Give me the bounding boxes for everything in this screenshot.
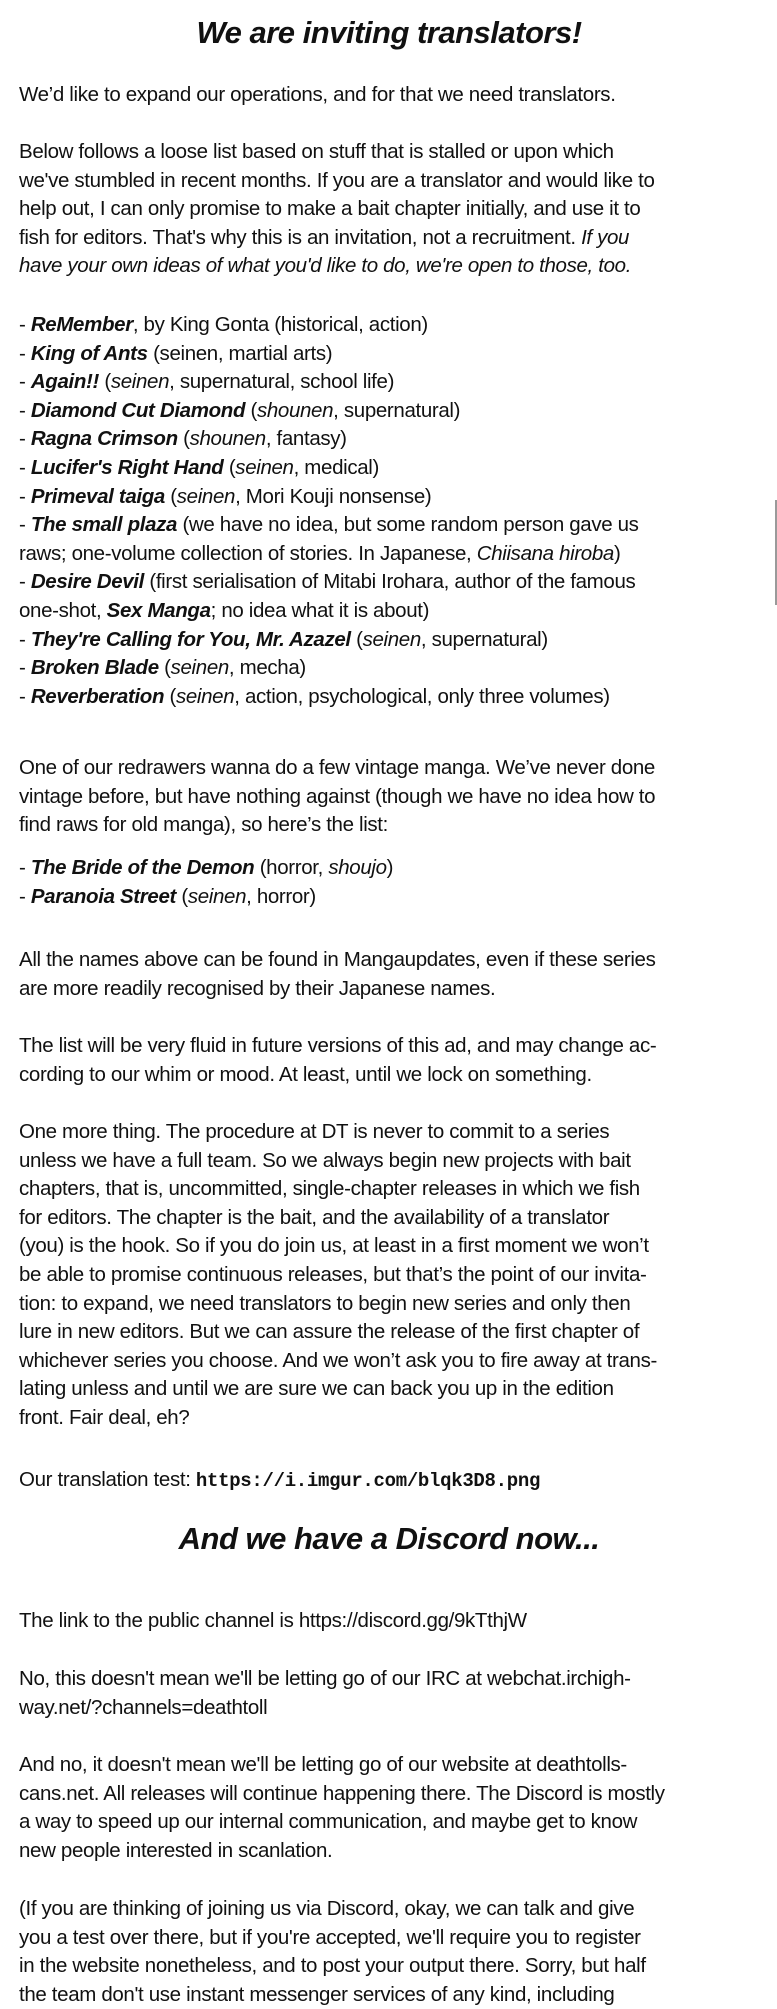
text-segment: fish for editors. That's why this is an invitation, not a recruitment. bbox=[19, 225, 582, 249]
text-line: (you) is the hook. So if you do join us, at least in a first moment we won’t bbox=[19, 1234, 649, 1258]
discord-heading: And we have a Discord now... bbox=[178, 1521, 600, 1556]
text-line: The list will be very fluid in future versions of this ad, and may change ac- bbox=[19, 1034, 657, 1057]
text-line: lating unless and until we are sure we can back you up in the edition bbox=[19, 1377, 614, 1401]
text-line: All the names above can be found in Mangaupdates, even if these series bbox=[19, 948, 656, 971]
list-item: - Broken Blade (seinen, mecha) bbox=[19, 656, 306, 680]
text-line: lure in new editors. But we can assure the release of the first chapter of bbox=[19, 1320, 640, 1344]
list-item: - King of Ants (seinen, martial arts) bbox=[19, 341, 333, 365]
translation-test-label: Our translation test: bbox=[19, 1468, 196, 1491]
discord-link-paragraph bbox=[19, 1607, 771, 1636]
text-line: (If you are thinking of joining us via Discord, okay, we can talk and give bbox=[19, 1897, 635, 1920]
text-line: Below follows a loose list based on stuff that is stalled or upon which bbox=[19, 140, 614, 163]
series-title: Broken Blade bbox=[30, 656, 159, 680]
list-item: - ReMember, by King Gonta (historical, action) bbox=[19, 313, 428, 336]
text-line: cans.net. All releases will continue happening there. The Discord is mostly bbox=[19, 1781, 665, 1805]
list-item-continuation: one-shot, Sex Manga; no idea what it is about) bbox=[19, 598, 430, 622]
mangaupdates-paragraph bbox=[19, 946, 771, 1003]
series-title: Lucifer's Right Hand bbox=[30, 455, 224, 479]
list-item: - Desire Devil (first serialisation of Mitabi Irohara, author of the famous bbox=[19, 570, 636, 594]
text-line: new people interested in scanlation. bbox=[19, 1838, 333, 1862]
text-line: chapters, that is, uncommitted, single-chapter releases in which we fish bbox=[19, 1177, 640, 1201]
text-line: And no, it doesn't mean we'll be letting go of our website at deathtolls- bbox=[19, 1753, 627, 1776]
text-line: cording to our whim or mood. At least, until we lock on something. bbox=[19, 1062, 592, 1086]
website-paragraph bbox=[19, 1751, 771, 1865]
text-line: tion: to expand, we need translators to begin new series and only then bbox=[19, 1291, 631, 1315]
text-line: for editors. The chapter is the bait, and the availability of a translator bbox=[19, 1205, 610, 1229]
procedure-paragraph bbox=[19, 1118, 771, 1433]
translation-test-line bbox=[19, 1466, 771, 1496]
series-title: Primeval taiga bbox=[30, 484, 165, 508]
list-item: - The small plaza (we have no idea, but some random person gave us bbox=[19, 513, 639, 537]
vintage-paragraph bbox=[19, 754, 771, 840]
series-title: Reverberation bbox=[30, 684, 165, 708]
text-line: One of our redrawers wanna do a few vintage manga. We’ve never done bbox=[19, 756, 655, 779]
series-title: They're Calling for You, Mr. Azazel bbox=[30, 627, 351, 651]
discord-link-text: The link to the public channel is https://discord.gg/9kTthjW bbox=[19, 1609, 527, 1632]
text-line: help out, I can only promise to make a bait chapter initially, and use it to bbox=[19, 197, 641, 221]
series-title: The Bride of the Demon bbox=[30, 856, 255, 879]
intro-list-description bbox=[19, 138, 771, 281]
series-list bbox=[19, 311, 771, 711]
series-title: Desire Devil bbox=[30, 570, 145, 594]
text-line: way.net/?channels=deathtoll bbox=[19, 1695, 268, 1719]
join-discord-paragraph bbox=[19, 1895, 771, 2009]
series-title: Paranoia Street bbox=[30, 884, 176, 908]
text-line: are more readily recognised by their Japanese names. bbox=[19, 976, 496, 1000]
list-item: - They're Calling for You, Mr. Azazel (seinen, supernatural) bbox=[19, 627, 548, 651]
italic-text: have your own ideas of what you'd like to do, we're open to those, too. bbox=[19, 254, 632, 278]
list-item: - Diamond Cut Diamond (shounen, supernatural) bbox=[19, 398, 461, 422]
page-title: We are inviting translators! bbox=[196, 15, 582, 50]
list-item: - Lucifer's Right Hand (seinen, medical) bbox=[19, 455, 379, 479]
list-item-continuation: raws; one-volume collection of stories. In Japanese, Chiisana hiroba) bbox=[19, 541, 621, 565]
list-item: - Reverberation (seinen, action, psychological, only three volumes) bbox=[19, 684, 610, 708]
series-title: Ragna Crimson bbox=[30, 427, 178, 451]
series-title: Diamond Cut Diamond bbox=[30, 398, 246, 422]
list-item: - Paranoia Street (seinen, horror) bbox=[19, 884, 316, 908]
list-item: - The Bride of the Demon (horror, shoujo) bbox=[19, 856, 394, 879]
text-line: vintage before, but have nothing against (though we have no idea how to bbox=[19, 784, 656, 808]
text-line: unless we have a full team. So we always begin new projects with bait bbox=[19, 1148, 631, 1172]
text-line bbox=[19, 224, 771, 253]
irc-paragraph bbox=[19, 1665, 771, 1722]
text-line bbox=[19, 252, 771, 281]
text-line: whichever series you choose. And we won’t ask you to fire away at trans- bbox=[19, 1348, 657, 1372]
list-item: - Ragna Crimson (shounen, fantasy) bbox=[19, 427, 347, 451]
list-item: - Primeval taiga (seinen, Mori Kouji nonsense) bbox=[19, 484, 432, 508]
text-line: we've stumbled in recent months. If you are a translator and would like to bbox=[19, 168, 655, 192]
vintage-list bbox=[19, 854, 771, 911]
text-line: find raws for old manga), so here’s the list: bbox=[19, 813, 388, 837]
series-title: The small plaza bbox=[30, 513, 178, 537]
translation-test-url: https://i.imgur.com/blqk3D8.png bbox=[195, 1470, 541, 1492]
text-line: the team don't use instant messenger services of any kind, including bbox=[19, 1982, 615, 2006]
text-line: front. Fair deal, eh? bbox=[19, 1405, 190, 1429]
text-line: you a test over there, but if you're accepted, we'll require you to register bbox=[19, 1925, 641, 1949]
series-title: King of Ants bbox=[30, 341, 148, 365]
text-line: No, this doesn't mean we'll be letting go of our IRC at webchat.irchigh- bbox=[19, 1667, 631, 1690]
series-title: ReMember bbox=[30, 313, 133, 336]
italic-text: If you bbox=[581, 225, 630, 249]
text-line: be able to promise continuous releases, but that’s the point of our invita- bbox=[19, 1262, 647, 1286]
fluid-list-paragraph bbox=[19, 1032, 771, 1089]
text-line: in the website nonetheless, and to post your output there. Sorry, but half bbox=[19, 1954, 646, 1978]
intro-text: We’d like to expand our operations, and for that we need translators. bbox=[19, 83, 616, 106]
intro-paragraph bbox=[19, 81, 771, 110]
text-line: One more thing. The procedure at DT is never to commit to a series bbox=[19, 1120, 610, 1143]
text-line: a way to speed up our internal communication, and maybe get to know bbox=[19, 1810, 638, 1834]
series-title: Again!! bbox=[30, 370, 99, 394]
list-item: - Again!! (seinen, supernatural, school life) bbox=[19, 370, 395, 394]
